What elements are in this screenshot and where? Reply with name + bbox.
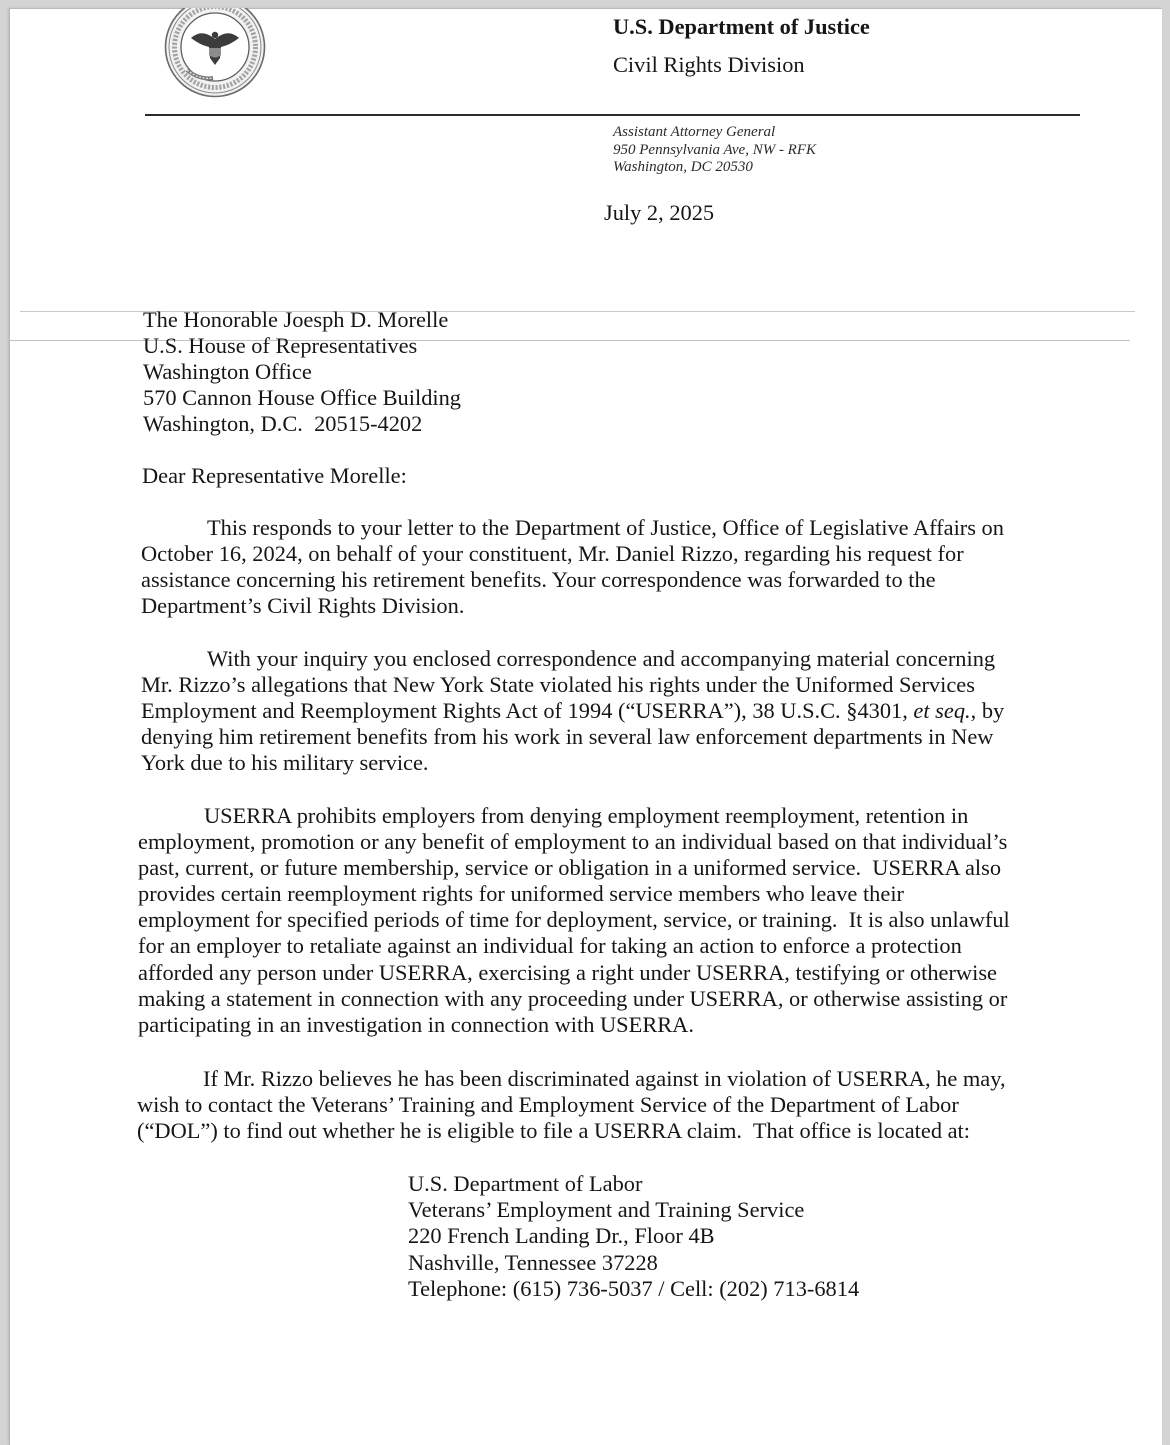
address-line: The Honorable Joesph D. Morelle	[143, 307, 449, 332]
address-line: Veterans’ Employment and Training Service	[408, 1197, 805, 1223]
paragraph-line: for an employer to retaliate against an individual for taking an action to enforce a protection	[138, 933, 962, 959]
department-name: U.S. Department of Justice	[613, 14, 870, 39]
paragraph-2	[141, 646, 1004, 776]
paragraph-line: October 16, 2024, on behalf of your constituent, Mr. Daniel Rizzo, regarding his request for	[141, 541, 964, 566]
paragraph-line: wish to contact the Veterans’ Training and Employment Service of the Department of Labor	[137, 1092, 959, 1117]
office-line: Washington, DC 20530	[613, 159, 753, 175]
letterhead-rule	[145, 114, 1080, 116]
address-line: Washington Office	[143, 359, 312, 384]
paragraph-line	[141, 698, 1004, 724]
recipient-address	[143, 307, 461, 437]
phone-line: Telephone: (615) 736-5037 / Cell: (202) 713-6814	[408, 1275, 860, 1301]
office-address	[613, 124, 816, 177]
paragraph-3	[138, 803, 1010, 1038]
paragraph-line: Mr. Rizzo’s allegations that New York State violated his rights under the Uniformed Services	[141, 672, 975, 697]
paragraph-line: assistance concerning his retirement benefits. Your correspondence was forwarded to the	[141, 567, 936, 592]
paragraph-line: If Mr. Rizzo believes he has been discriminated against in violation of USERRA, he may,	[203, 1066, 1006, 1091]
letter-date: July 2, 2025	[604, 200, 715, 225]
division-name: Civil Rights Division	[613, 52, 805, 77]
office-line: Assistant Attorney General	[613, 124, 776, 140]
office-line: 950 Pennsylvania Ave, NW - RFK	[613, 141, 817, 158]
paragraph-line: provides certain reemployment rights for uniformed service members who leave their	[138, 881, 904, 907]
line-segment: Employment and Reemployment Rights Act of 1994 (“USERRA”), 38 U.S.C. §4301,	[141, 698, 914, 723]
address-line: 220 French Landing Dr., Floor 4B	[408, 1223, 715, 1249]
paragraph-line: past, current, or future membership, service or obligation in a uniformed service. USERRA also	[138, 855, 1002, 881]
paragraph-line: This responds to your letter to the Department of Justice, Office of Legislative Affairs on	[207, 515, 1004, 540]
address-line: U.S. Department of Labor	[408, 1171, 643, 1196]
paragraph-line: making a statement in connection with any proceeding under USERRA, or otherwise assisting or	[138, 985, 1008, 1011]
dol-office-address	[408, 1171, 859, 1302]
salutation-text: Dear Representative Morelle:	[142, 463, 407, 488]
paragraph-line: USERRA prohibits employers from denying employment reemployment, retention in	[204, 803, 969, 828]
paragraph-4	[137, 1066, 1006, 1144]
paragraph-line: participating in an investigation in connection with USERRA.	[138, 1011, 694, 1037]
salutation	[142, 463, 407, 489]
address-line: 570 Cannon House Office Building	[143, 385, 461, 410]
line-segment: , by	[970, 698, 1005, 723]
paragraph-line: denying him retirement benefits from his work in several law enforcement departments in New	[141, 724, 994, 749]
address-line: Washington, D.C. 20515-4202	[143, 411, 423, 436]
doj-seal-icon	[163, 8, 269, 100]
paragraph-line: employment for specified periods of time for deployment, service, or training. It is also unlawful	[138, 907, 1010, 933]
paragraph-line: (“DOL”) to find out whether he is eligible to file a USERRA claim. That office is located at:	[137, 1118, 971, 1143]
italic-citation: et seq.	[913, 698, 971, 723]
paragraph-line: Department’s Civil Rights Division.	[141, 593, 465, 618]
paragraph-line: With your inquiry you enclosed correspondence and accompanying material concerning	[207, 646, 996, 671]
paragraph-1	[141, 515, 1004, 619]
address-line: U.S. House of Representatives	[143, 333, 418, 358]
paragraph-line: employment, promotion or any benefit of employment to an individual based on that individual’s	[138, 829, 1008, 855]
paragraph-line: afforded any person under USERRA, exercising a right under USERRA, testifying or otherwise	[138, 959, 997, 985]
paragraph-line: York due to his military service.	[141, 750, 429, 775]
address-line: Nashville, Tennessee 37228	[408, 1249, 658, 1275]
